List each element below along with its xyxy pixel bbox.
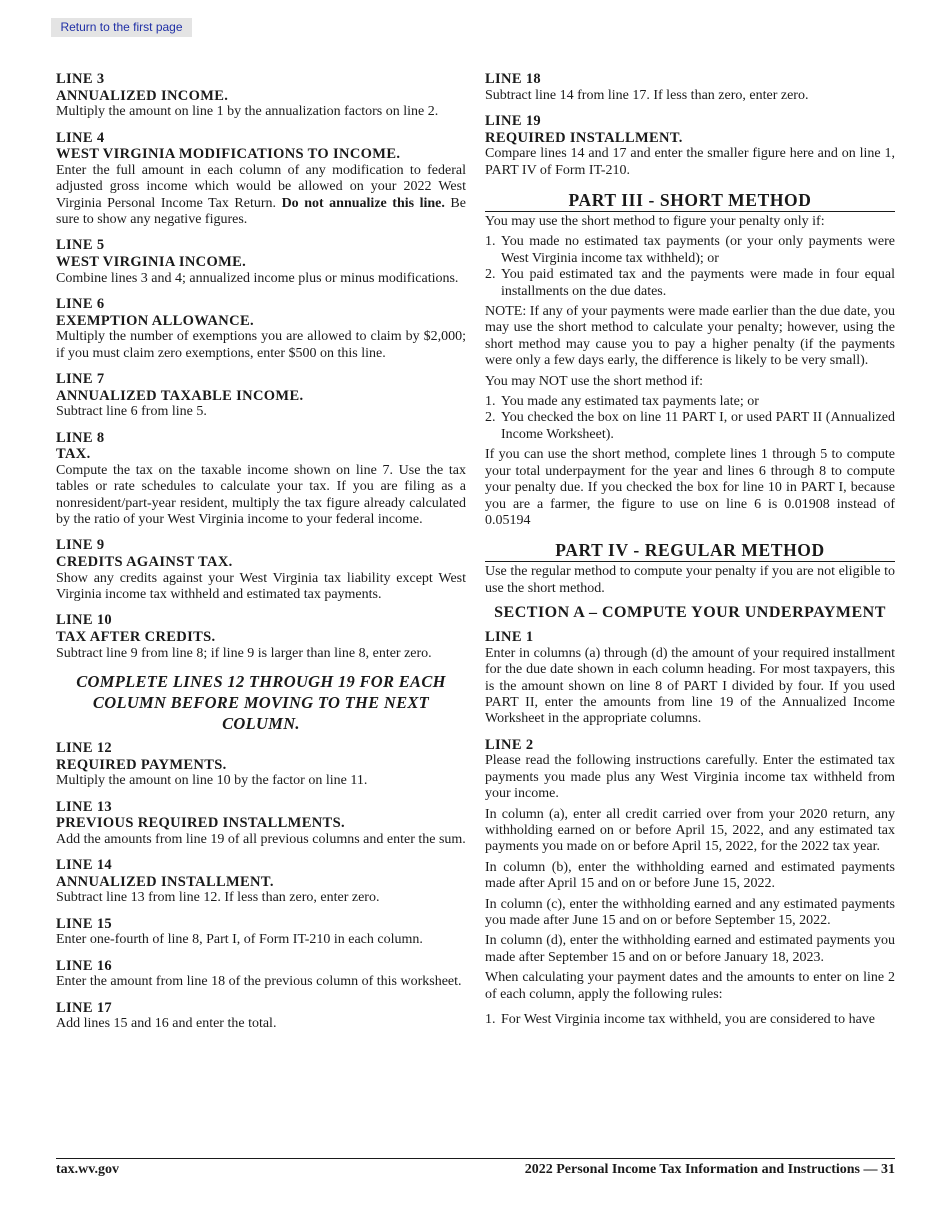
text-run: Combine lines 3 and 4; annualized income plus or minus modifications. <box>56 270 459 286</box>
line-instructions <box>485 146 895 179</box>
line-instructions <box>56 329 466 362</box>
paragraph: Use the regular method to compute your penalty if you are not eligible to use the short method. <box>485 564 895 596</box>
line-number: LINE 17 <box>56 999 113 1016</box>
line-title: CREDITS AGAINST TAX. <box>56 554 233 570</box>
list-number: 1. <box>485 394 496 410</box>
subsection-heading: SECTION A – COMPUTE YOUR UNDERPAYMENT <box>494 604 886 622</box>
line-number: LINE 6 <box>56 296 105 312</box>
list-number: 1. <box>485 234 496 250</box>
line-item <box>56 430 466 529</box>
line-title: REQUIRED PAYMENTS. <box>56 756 227 773</box>
numbered-list <box>485 394 895 443</box>
section-heading: PART III - SHORT METHOD <box>485 191 895 212</box>
line-item <box>56 740 466 790</box>
text-run: Enter the amount from line 18 of the previous column of this worksheet. <box>56 974 462 990</box>
numbered-list <box>485 234 895 300</box>
line-instructions <box>56 404 466 420</box>
line-number: LINE 3 <box>56 71 105 87</box>
line-item <box>56 371 466 421</box>
text-run: When calculating your payment dates and the amounts to enter on line 2 of each column, apply the following rules: <box>485 970 895 1002</box>
text-run: In column (c), enter the withholding earned and any estimated payments you made after June 15 and on or before September 15, 2022. <box>485 896 895 928</box>
line-instructions <box>56 271 466 287</box>
bold-text-run: Do not annualize this line. <box>281 195 445 211</box>
text-run: In column (d), enter the withholding earned and estimated payments you made after September 15 and on or before January 18, 2023. <box>485 933 895 965</box>
line-instructions <box>485 88 895 104</box>
text-run: In column (b), enter the withholding earned and estimated payments made after April 15 and on or before June 15, 2022. <box>485 859 895 892</box>
line-number: LINE 10 <box>56 612 113 629</box>
line-title: TAX AFTER CREDITS. <box>56 629 216 645</box>
line-number: LINE 12 <box>56 740 113 756</box>
line-instructions <box>56 104 466 120</box>
line-number: LINE 8 <box>56 429 105 446</box>
line-item <box>56 958 466 991</box>
line-instructions <box>56 646 466 662</box>
paragraph: You may use the short method to figure your penalty only if: <box>485 214 825 229</box>
line-item <box>56 916 466 949</box>
line-instructions <box>485 897 895 930</box>
text-run: Subtract line 13 from line 12. If less than zero, enter zero. <box>56 890 380 906</box>
line-instructions <box>56 1016 466 1032</box>
line-instructions <box>56 773 466 789</box>
line-item <box>485 737 895 1003</box>
paragraph: NOTE: If any of your payments were made earlier than the due date, you may use the short method to calculate your penalty; however, using the short method may cause you to pay a higher penalty (if the payments were only a few days early, the difference is likely to be very small). <box>485 304 895 369</box>
list-item <box>485 410 895 443</box>
list-text: For West Virginia income tax withheld, you are considered to have <box>501 1012 876 1028</box>
text-run: Compute the tax on the taxable income shown on line 7. Use the tax tables or rate schedules to calculate your tax. If you are filing as a nonresident/part-year resident, multiply the tax figure already calculated by the ratio of your West Virginia income to your federal income. <box>56 462 466 527</box>
text-run: Multiply the amount on line 1 by the annualization factors on line 2. <box>56 104 439 120</box>
line-title: ANNUALIZED TAXABLE INCOME. <box>56 387 304 404</box>
line-number: LINE 1 <box>485 629 534 646</box>
text-run: Multiply the number of exemptions you are allowed to claim by $2,000; if you must claim zero exemptions, enter $500 on this line. <box>56 329 466 361</box>
line-title: WEST VIRGINIA MODIFICATIONS TO INCOME. <box>56 146 401 163</box>
text-run: Add lines 15 and 16 and enter the total. <box>56 1016 277 1032</box>
list-item <box>485 267 895 300</box>
list-item <box>485 1012 895 1028</box>
line-number: LINE 19 <box>485 113 542 129</box>
line-number: LINE 7 <box>56 371 105 387</box>
text-run: Enter in columns (a) through (d) the amount of your required installment for the due date shown in each column heading. For most taxpayers, this is the amount shown on line 8 of PART I divided by four. If you used PART II, enter the amounts from line 19 of the Annualized Income Worksheet in the appropriate columns. <box>485 645 895 727</box>
footer-website: tax.wv.gov <box>56 1162 119 1177</box>
line-item <box>56 130 466 229</box>
text-run: Show any credits against your West Virginia tax liability except West Virginia income tax withheld and estimated tax payments. <box>56 570 466 602</box>
list-text: You made any estimated tax payments late; or <box>501 394 759 410</box>
footer-rule <box>56 1158 895 1159</box>
line-instructions <box>56 832 466 848</box>
line-instructions <box>485 807 895 856</box>
line-instructions <box>485 753 895 802</box>
line-number: LINE 18 <box>485 71 542 87</box>
line-item <box>56 799 466 849</box>
line-instructions <box>56 463 466 529</box>
line-number: LINE 2 <box>485 736 534 753</box>
list-number: 1. <box>485 1012 496 1028</box>
line-instructions <box>56 890 466 906</box>
line-number: LINE 5 <box>56 237 105 254</box>
text-run: Multiply the amount on line 10 by the factor on line 11. <box>56 773 368 789</box>
line-title: WEST VIRGINIA INCOME. <box>56 254 247 270</box>
list-number: 2. <box>485 267 496 283</box>
line-number: LINE 15 <box>56 915 113 932</box>
line-instructions <box>56 974 466 990</box>
text-run: Be sure to show any negative figures. <box>56 195 466 227</box>
paragraph: If you can use the short method, complete lines 1 through 5 to compute your total underpayment for the year and lines 6 through 8 to compute your penalty due. If you checked the box for line 10 in PART I, because you are a farmer, the figure to use on line 6 is 0.01908 instead of 0.05194 <box>485 447 895 528</box>
text-run: Subtract line 14 from line 17. If less than zero, enter zero. <box>485 87 809 103</box>
line-title: ANNUALIZED INSTALLMENT. <box>56 873 274 890</box>
line-instructions <box>485 933 895 966</box>
list-item <box>485 234 895 267</box>
footer-page-title: 2022 Personal Income Tax Information and Instructions — 31 <box>524 1162 895 1177</box>
line-item <box>56 537 466 603</box>
list-number: 2. <box>485 410 496 426</box>
line-item <box>56 296 466 362</box>
line-number: LINE 16 <box>56 957 113 974</box>
line-item <box>56 857 466 907</box>
text-run: In column (a), enter all credit carried over from your 2020 return, any withholding earned on or before April 15, 2022, and any estimated tax payments you made on or before April 15, 2022, for the 2022 tax year. <box>485 806 895 855</box>
line-number: LINE 4 <box>56 129 105 146</box>
list-text: You made no estimated tax payments (or your only payments were West Virginia income tax withheld); or <box>501 234 895 266</box>
line-number: LINE 9 <box>56 537 105 554</box>
text-run: Enter one-fourth of line 8, Part I, of Form IT-210 in each column. <box>56 932 423 948</box>
line-instructions <box>485 970 895 1003</box>
list-text: You paid estimated tax and the payments were made in four equal installments on the due dates. <box>501 267 895 299</box>
completion-notice: COMPLETE LINES 12 THROUGH 19 FOR EACH COLUMN BEFORE MOVING TO THE NEXT COLUMN. <box>76 672 446 733</box>
right-column <box>485 71 895 1032</box>
line-number: LINE 14 <box>56 857 113 874</box>
left-column <box>56 71 466 1042</box>
line-instructions <box>56 571 466 604</box>
line-item <box>56 237 466 287</box>
line-item <box>485 629 895 728</box>
paragraph: You may NOT use the short method if: <box>485 373 704 389</box>
line-title: REQUIRED INSTALLMENT. <box>485 129 683 146</box>
line-item <box>56 1000 466 1033</box>
text-run: Enter the full amount in each column of any modification to federal adjusted gross income which would be allowed on your 2022 West Virginia Personal Income Tax Return. <box>56 162 466 211</box>
section-heading: PART IV - REGULAR METHOD <box>485 541 895 562</box>
line-item <box>56 71 466 121</box>
line-instructions <box>485 646 895 728</box>
line-item <box>485 113 895 179</box>
line-instructions <box>56 932 466 948</box>
return-to-first-page-button[interactable]: Return to the first page <box>51 18 192 37</box>
line-number: LINE 13 <box>56 798 113 815</box>
text-run: Subtract line 6 from line 5. <box>56 404 207 420</box>
text-run: Compare lines 14 and 17 and enter the smaller figure here and on line 1, PART IV of Form IT-210. <box>485 146 895 178</box>
text-run: Subtract line 9 from line 8; if line 9 is larger than line 8, enter zero. <box>56 645 432 661</box>
line-instructions <box>485 860 895 893</box>
line-instructions <box>56 163 466 229</box>
text-run: Add the amounts from line 19 of all previous columns and enter the sum. <box>56 831 466 847</box>
list-item <box>485 394 895 410</box>
list-text: You checked the box on line 11 PART I, or used PART II (Annualized Income Worksheet). <box>501 410 895 442</box>
line-title: PREVIOUS REQUIRED INSTALLMENTS. <box>56 815 345 832</box>
numbered-list <box>485 1012 895 1028</box>
line-item <box>485 71 895 104</box>
line-item <box>56 612 466 662</box>
text-run: Please read the following instructions carefully. Enter the estimated tax payments you made plus any West Virginia income tax withheld from your income. <box>485 753 895 802</box>
line-title: TAX. <box>56 446 91 463</box>
line-title: EXEMPTION ALLOWANCE. <box>56 312 254 329</box>
line-title: ANNUALIZED INCOME. <box>56 87 229 104</box>
